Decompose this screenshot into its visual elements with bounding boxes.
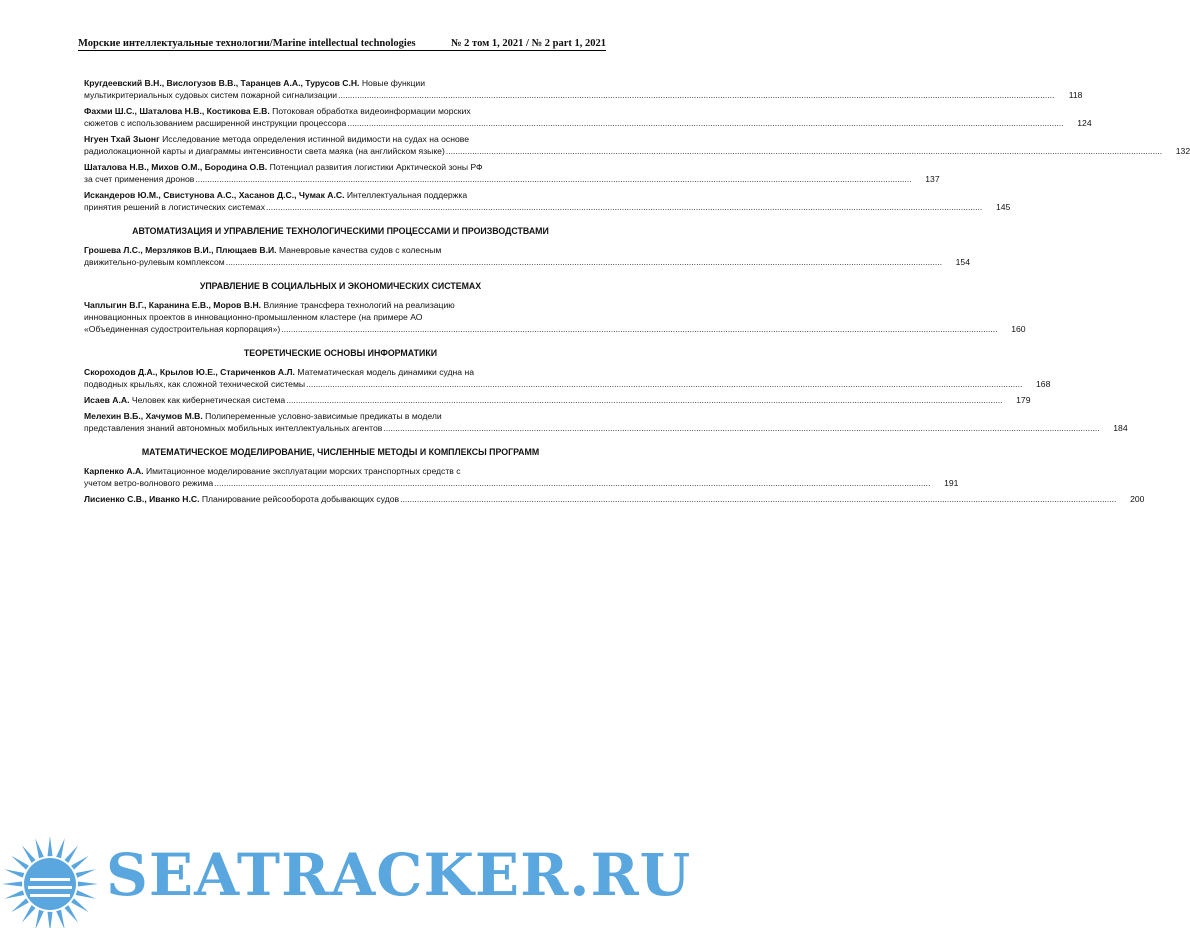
toc-entry-line <box>84 394 1031 406</box>
toc-entry-text <box>84 162 483 172</box>
toc-entry[interactable] <box>84 366 1051 390</box>
toc-entry-text <box>84 145 445 157</box>
toc-leader-dots: ............................................................................................................................................................................................................................................................................................................ <box>400 494 1117 504</box>
toc-title: Планирование рейсооборота добывающих судов <box>201 494 400 504</box>
toc-entry-line <box>84 311 597 323</box>
toc-title: учетом ветро-волнового режима <box>84 478 214 488</box>
toc-leader-dots: ............................................................................................................................................................................................................................................................................................................ <box>286 395 1003 405</box>
toc-entry-line <box>84 244 597 256</box>
toc-page-number: 145 <box>995 202 1011 212</box>
sun-ray <box>48 912 53 928</box>
toc-entry[interactable] <box>84 493 1145 505</box>
toc-title: радиолокационной карты и диаграммы интенсивности света маяка (на английском языке) <box>84 146 445 156</box>
toc-page-number: 132 <box>1175 146 1190 156</box>
toc-entry-text <box>84 493 399 505</box>
toc-entry[interactable] <box>84 394 1031 406</box>
sun-ray <box>76 890 96 899</box>
toc-group <box>84 244 970 268</box>
toc-entry-line <box>84 89 1083 101</box>
toc-entry-line <box>84 323 1026 335</box>
sun-ray <box>4 890 24 899</box>
sun-ray <box>11 898 29 912</box>
toc-entry-line <box>84 422 1128 434</box>
toc-authors: Грошева Л.С., Мерзляков В.И., Плющаев В.И. <box>84 245 277 255</box>
toc-entry-text <box>84 394 285 406</box>
toc-title: Новые функции <box>361 78 426 88</box>
toc-page-number: 200 <box>1130 494 1145 504</box>
toc-title: принятия решений в логистических системах <box>84 202 265 212</box>
journal-title: Морские интеллектуальные технологии/Marine intellectual technologies <box>78 38 416 49</box>
toc-entry-line <box>84 77 597 89</box>
toc-entry-text <box>84 323 280 335</box>
toc-entry-text <box>84 422 382 434</box>
toc-entry[interactable] <box>84 161 940 185</box>
toc-entry-text <box>84 378 305 390</box>
toc-entry[interactable] <box>84 133 1190 157</box>
sun-ray <box>76 869 96 878</box>
toc-title: Влияние трансфера технологий на реализацию <box>263 300 455 310</box>
sun-ray <box>56 910 65 928</box>
sun-ray <box>11 856 29 870</box>
toc-page-number: 168 <box>1036 379 1051 389</box>
toc-title: подводных крыльях, как сложной технической системы <box>84 379 306 389</box>
toc-entry-text <box>84 477 213 489</box>
toc-leader-dots: ............................................................................................................................................................................................................................................................................................................ <box>266 202 983 212</box>
toc-page-number: 118 <box>1068 90 1083 100</box>
toc-leader-dots: ............................................................................................................................................................................................................................................................................................................ <box>383 423 1100 433</box>
toc-entry-line <box>84 117 1092 129</box>
toc-leader-dots: ............................................................................................................................................................................................................................................................................................................ <box>347 118 1064 128</box>
toc-title: сюжетов с использованием расширенной инструкции процессора <box>84 118 347 128</box>
toc-entry-line <box>84 299 597 311</box>
sun-ray <box>35 838 44 858</box>
toc-group <box>84 366 1128 434</box>
toc-title: Полипеременные условно-зависимые предикаты в модели <box>205 411 442 421</box>
toc-title: Потоковая обработка видеоинформации морских <box>272 106 471 116</box>
toc-authors: Фахми Ш.С., Шаталова Н.В., Костикова Е.В. <box>84 106 270 116</box>
toc-title: мультикритериальных судовых систем пожарной сигнализации <box>84 90 338 100</box>
toc-entry-text <box>84 134 469 144</box>
toc-entry-line <box>84 145 1190 157</box>
toc-entry-text <box>84 173 194 185</box>
toc-authors: Нгуен Тхай Зыонг <box>84 134 160 144</box>
watermark-text: SEATRACKER.RU <box>106 841 692 909</box>
sun-ray <box>71 856 89 870</box>
toc-leader-dots: ............................................................................................................................................................................................................................................................................................................ <box>195 174 912 184</box>
toc-entry-text <box>84 201 265 213</box>
toc-entry-line <box>84 465 597 477</box>
toc-title: инновационных проектов в инновационно-промышленном кластере (на примере АО <box>84 312 423 322</box>
toc-entry[interactable] <box>84 77 1083 101</box>
toc-entry-text <box>84 78 425 88</box>
toc-title: за счет применения дронов <box>84 174 195 184</box>
toc-entry[interactable] <box>84 244 970 268</box>
toc-leader-dots: ............................................................................................................................................................................................................................................................................................................ <box>281 324 998 334</box>
toc-title: движительно-рулевым комплексом <box>84 257 225 267</box>
sun-logo-icon <box>24 858 76 910</box>
toc-entry-text <box>84 466 461 476</box>
toc-entry-line <box>84 189 597 201</box>
toc-entry-text <box>84 300 455 310</box>
section-heading: ТЕОРЕТИЧЕСКИЕ ОСНОВЫ ИНФОРМАТИКИ <box>243 348 438 358</box>
toc-authors: Карпенко А.А. <box>84 466 144 476</box>
toc-entry[interactable] <box>84 189 1011 213</box>
toc-entry-text <box>84 256 225 268</box>
sun-ray <box>64 905 78 923</box>
toc-authors: Мелехин В.Б., Хачумов М.В. <box>84 411 203 421</box>
toc-page-number: 179 <box>1016 395 1031 405</box>
sun-ray <box>4 869 24 878</box>
toc-group <box>84 299 1026 335</box>
toc-authors: Лисиенко С.В., Иванко Н.С. <box>84 494 200 504</box>
toc-page-number: 154 <box>955 257 970 267</box>
toc-entry-line <box>84 477 959 489</box>
toc-title: Человек как кибернетическая система <box>131 395 286 405</box>
toc-leader-dots: ............................................................................................................................................................................................................................................................................................................ <box>445 146 1163 156</box>
toc-authors: Шаталова Н.В., Михов О.М., Бородина О.В. <box>84 162 268 172</box>
toc-authors: Кругдеевский В.Н., Вислогузов В.В., Таранцев А.А., Турусов С.Н. <box>84 78 360 88</box>
sun-ray <box>78 882 98 887</box>
toc-entry-line <box>84 256 970 268</box>
sun-ray <box>22 845 36 863</box>
toc-entry-text <box>84 411 442 421</box>
toc-authors: Чаплыгин В.Г., Каранина Е.В., Моров В.Н. <box>84 300 262 310</box>
toc-entry-text <box>84 117 346 129</box>
section-heading: УПРАВЛЕНИЕ В СОЦИАЛЬНЫХ И ЭКОНОМИЧЕСКИХ СИСТЕМАХ <box>199 281 482 291</box>
toc-entry-line <box>84 201 1011 213</box>
toc-entry[interactable] <box>84 105 1092 129</box>
sun-ray <box>56 838 65 858</box>
toc-title: Потенциал развития логистики Арктической зоны РФ <box>269 162 483 172</box>
toc-entry-text <box>84 190 467 200</box>
toc-entry-line <box>84 173 940 185</box>
toc-page-number: 160 <box>1011 324 1026 334</box>
toc-leader-dots: ............................................................................................................................................................................................................................................................................................................ <box>338 90 1055 100</box>
toc-title: Маневровые качества судов с колесным <box>278 245 442 255</box>
toc-entry-line <box>84 366 597 378</box>
toc-group <box>84 465 1145 505</box>
toc-authors: Исаев А.А. <box>84 395 130 405</box>
sun-ray <box>64 845 78 863</box>
toc-entry-text <box>84 367 474 377</box>
toc-title: Математическая модель динамики судна на <box>297 367 474 377</box>
toc-entry-text <box>84 312 422 322</box>
toc-entry[interactable] <box>84 410 1128 434</box>
toc-title: Исследование метода определения истинной видимости на судах на основе <box>162 134 469 144</box>
toc-entry[interactable] <box>84 299 1026 335</box>
toc-page-number: 191 <box>944 478 959 488</box>
toc-page-number: 137 <box>925 174 940 184</box>
toc-title: представления знаний автономных мобильных интеллектуальных агентов <box>84 423 383 433</box>
toc-entry-text <box>84 89 337 101</box>
toc-leader-dots: ............................................................................................................................................................................................................................................................................................................ <box>214 478 931 488</box>
toc-entry-text <box>84 245 441 255</box>
toc-entry-line <box>84 133 597 145</box>
sun-ray <box>35 910 44 928</box>
toc-entry-line <box>84 378 1051 390</box>
toc-entry-line <box>84 161 597 173</box>
toc-leader-dots: ............................................................................................................................................................................................................................................................................................................ <box>225 257 942 267</box>
toc-entry-text <box>84 106 471 116</box>
toc-entry-line <box>84 493 1145 505</box>
toc-authors: Скороходов Д.А., Крылов Ю.Е., Стариченков А.Л. <box>84 367 295 377</box>
toc-page-number: 124 <box>1077 118 1092 128</box>
toc-entry-line <box>84 105 597 117</box>
toc-authors: Искандеров Ю.М., Свистунова А.С., Хасанов Д.С., Чумак А.С. <box>84 190 345 200</box>
toc-entry[interactable] <box>84 465 959 489</box>
sun-ray <box>71 898 89 912</box>
toc-page-number: 184 <box>1113 423 1128 433</box>
toc-leader-dots: ............................................................................................................................................................................................................................................................................................................ <box>306 379 1023 389</box>
section-heading: АВТОМАТИЗАЦИЯ И УПРАВЛЕНИЕ ТЕХНОЛОГИЧЕСКИМИ ПРОЦЕССАМИ И ПРОИЗВОДСТВАМИ <box>132 226 549 236</box>
running-header <box>78 38 606 51</box>
toc-title: «Объединенная судостроительная корпорация») <box>84 324 281 334</box>
toc-title: Имитационное моделирование эксплуатации морских транспортных средств с <box>145 466 461 476</box>
issue-number: № 2 том 1, 2021 / № 2 part 1, 2021 <box>451 38 606 49</box>
table-of-contents <box>84 77 1190 509</box>
section-heading: МАТЕМАТИЧЕСКОЕ МОДЕЛИРОВАНИЕ, ЧИСЛЕННЫЕ МЕТОДЫ И КОМПЛЕКСЫ ПРОГРАММ <box>141 447 540 457</box>
toc-title: Интеллектуальная поддержка <box>346 190 468 200</box>
toc-entry-line <box>84 410 597 422</box>
sun-ray <box>22 905 36 923</box>
sun-ray <box>2 882 22 887</box>
toc-group <box>84 77 1190 213</box>
sun-ray <box>48 836 53 856</box>
